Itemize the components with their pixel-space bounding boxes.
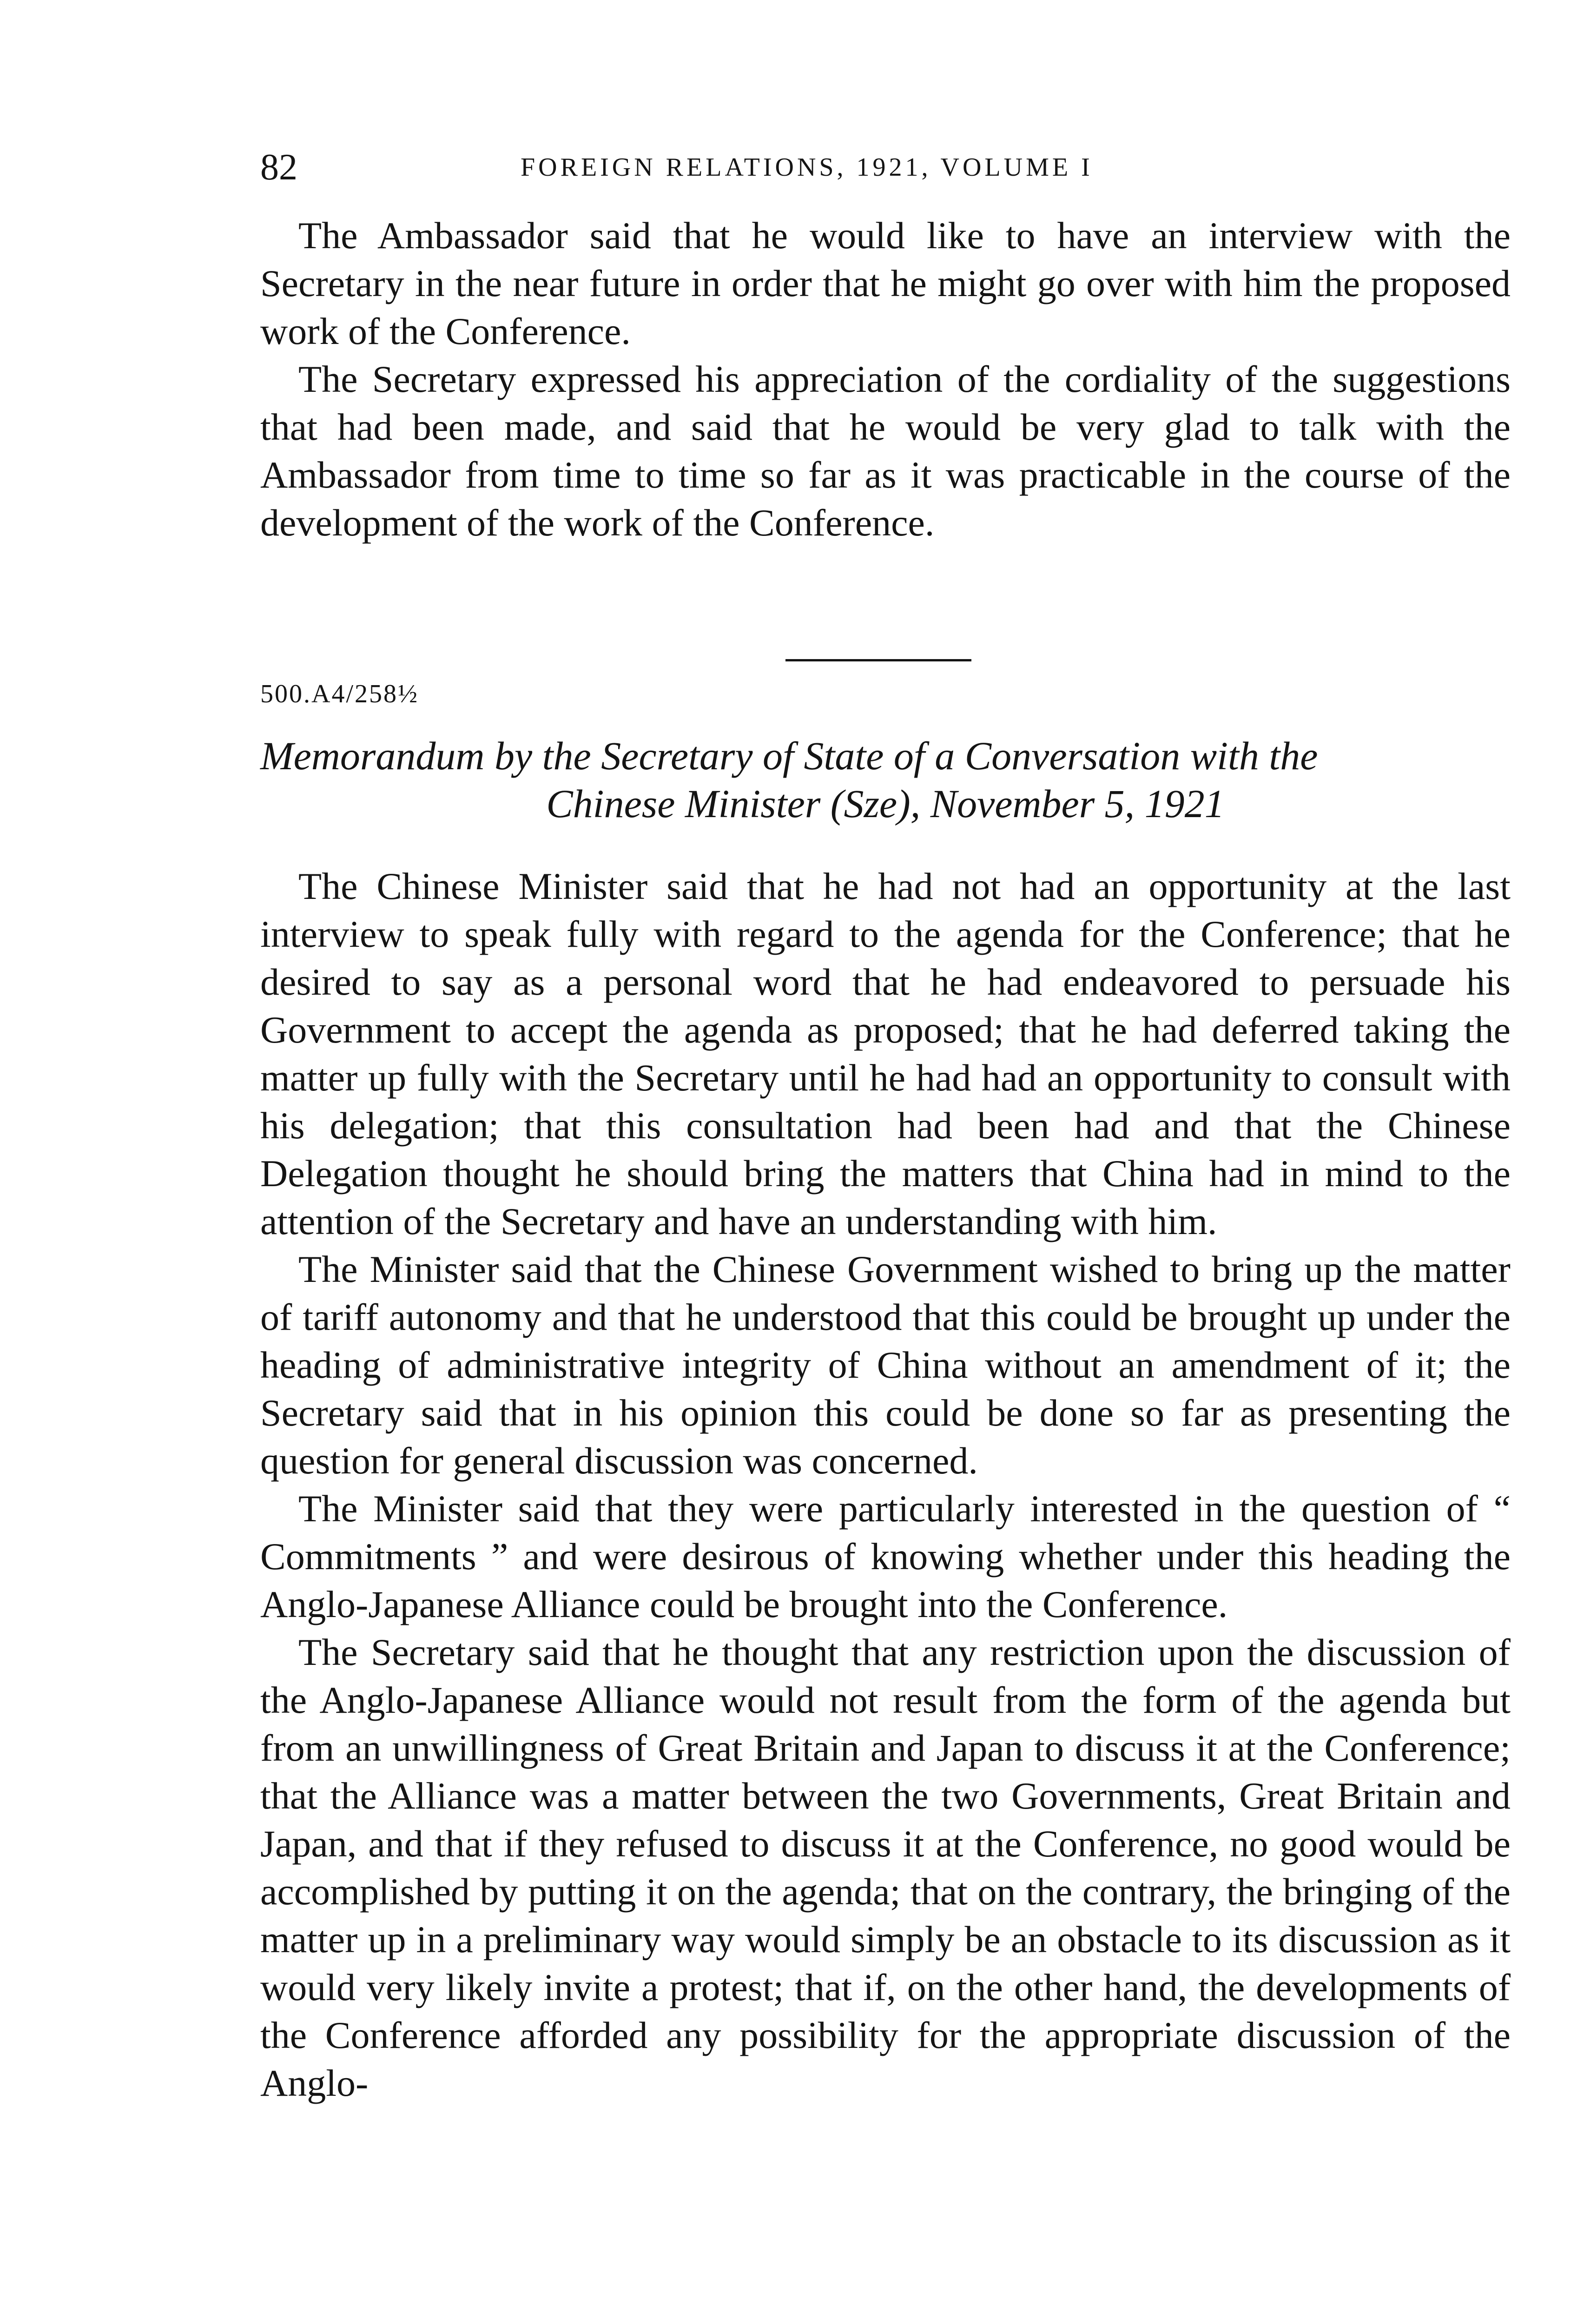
running-title: FOREIGN RELATIONS, 1921, VOLUME I [521,153,1093,182]
paragraph: The Ambassador said that he would like to have an interview with the Secretary in the near future in order that he might go over with him the proposed work of the Conference. [260,214,1511,352]
file-number: 500.A4/258½ [260,680,419,708]
page-number: 82 [260,147,297,188]
paragraph: The Chinese Minister said that he had not had an opportunity at the last interview to speak fully with regard to the agenda for the Conference; that he desired to say as a personal word that he had endeavored to persuade his Government to accept the agenda as proposed; that he had deferred taking the matter up fully with the Secretary until he had had an opportunity to consult with his delegation; that this consultation had been had and that the Chinese Delegation thought he should bring the matters that China had in mind to the attention of the Secretary and have an understanding with him. [260,865,1511,1242]
paragraph: The Minister said that the Chinese Government wished to bring up the matter of tariff autonomy and that he understood that this could be brought up under the heading of administrative integrity of China without an amendment of it; the Secretary said that in his opinion this could be done so far as presenting the question for general discussion was concerned. [260,1248,1511,1482]
paragraph: The Secretary said that he thought that any restriction upon the discussion of the Anglo-Japanese Alliance would not result from the form of the agenda but from an unwillingness of Great Britain and Japan to discuss it at the Conference; that the Alliance was a matter between the two Governments, Great Britain and Japan, and that if they refused to discuss it at the Conference, no good would be accomplished by putting it on the agenda; that on the contrary, the bringing of the matter up in a preliminary way would simply be an obstacle to its discussion as it would very likely invite a protest; that if, on the other hand, the developments of the Conference afforded any possibility for the appropriate discussion of the Anglo- [260,1631,1511,2104]
paragraph: The Secretary expressed his appreciation of the cordiality of the suggestions that had been made, and said that he would be very glad to talk with the Ambassador from time to time so far as it was practicable in the course of the development of the work of the Conference. [260,358,1511,544]
section-divider [785,659,971,661]
opening-text [260,211,1511,547]
document-title-line: Memorandum by the Secretary of State of a Conversation with the [260,733,1318,778]
document-title [260,732,1511,828]
paragraph: The Minister said that they were particularly interested in the question of “ Commitments ” and were desirous of knowing whether under this heading the Anglo-Japanese Alliance could be brought into the Conference. [260,1487,1511,1625]
memorandum-body [260,862,1511,2107]
page-header [260,139,1511,195]
document-title-line: Chinese Minister (Sze), November 5, 1921 [546,781,1225,826]
